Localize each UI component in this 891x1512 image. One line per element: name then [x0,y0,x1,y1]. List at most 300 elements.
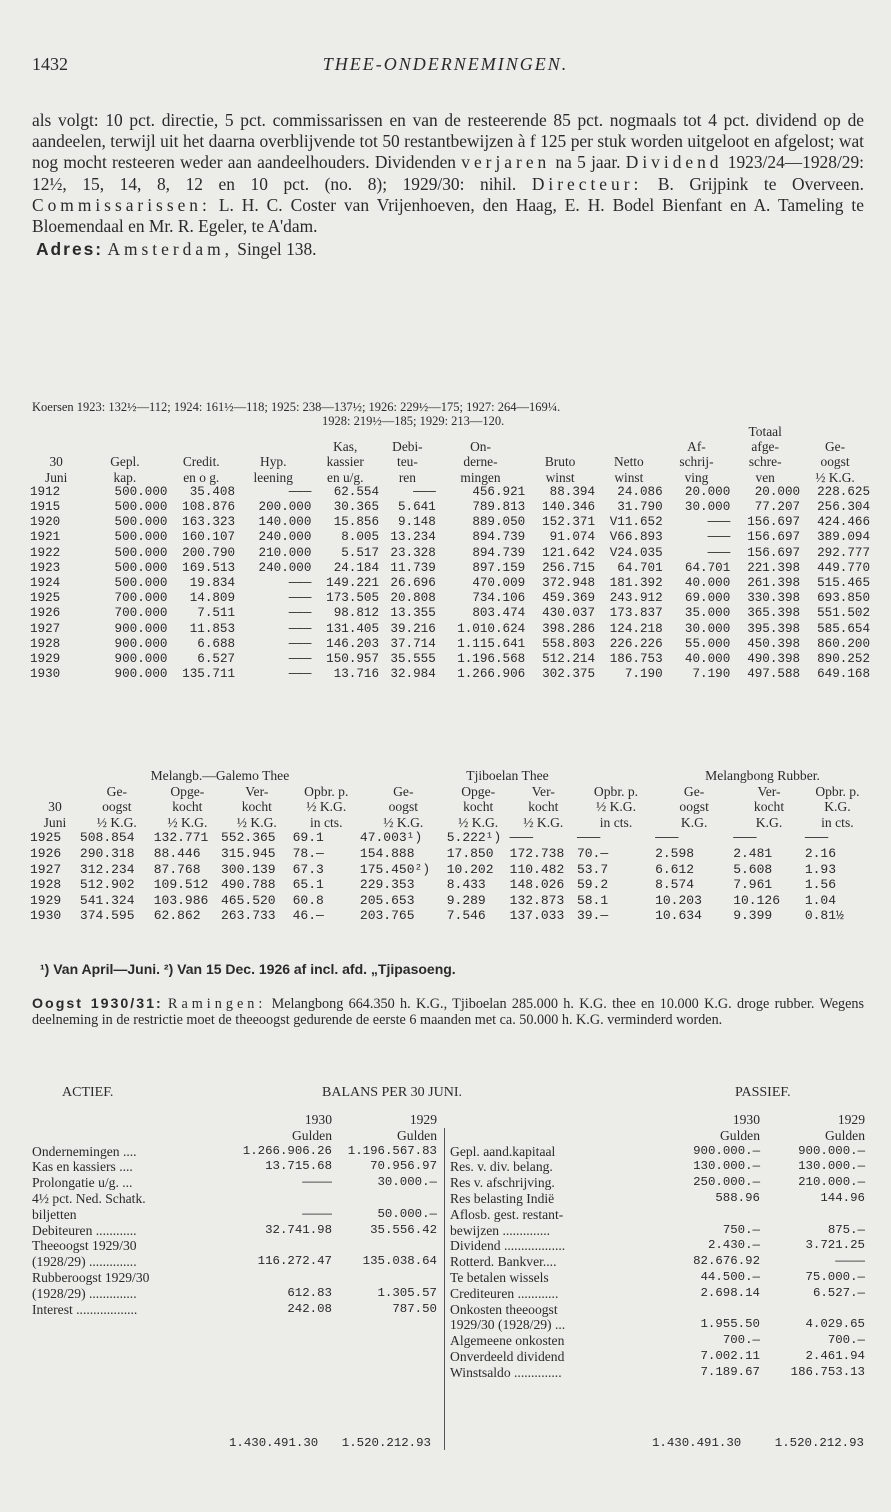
balance-amount: 700.— [827,1333,865,1348]
th2-kocht-2: kocht [463,799,494,815]
balance-amount: 50.000.— [377,1206,437,1221]
table-cell: 23.328 [390,545,436,560]
table-cell: 365.398 [747,606,801,621]
table-cell: 860.200 [817,636,870,651]
th2-unit-g: ½ K.G. [523,814,564,830]
th-on: On- [470,439,491,455]
balance-passief-table [450,1112,865,1381]
table-cell: 30.365 [333,500,380,515]
th-bruto: Bruto [544,454,576,470]
th-winst-netto: winst [614,469,644,485]
balance-amount: 82.676.92 [693,1254,760,1269]
table-cell: 70.— [576,845,609,861]
th2-kg-2: ½ K.G. [595,799,637,815]
table-cell: 109.512 [153,877,209,893]
table-cell: ——— [288,621,312,636]
th2-unit-e: ½ K.G. [383,814,424,830]
table-cell: 210.000 [258,545,312,560]
passief-year-1930: 1930 [732,1112,760,1127]
th2-unit-a: ½ K.G. [96,814,137,830]
year-cell: 1922 [30,545,61,560]
balance-amount: 4.029.65 [805,1317,865,1332]
table-cell: 2.481 [733,845,773,861]
balance-row [450,1333,865,1349]
table-row [30,576,870,591]
balance-item-label: biljetten [32,1206,77,1222]
balance-amount [227,1238,332,1254]
table-cell: 10.202 [446,861,494,877]
balance-amount: 32.741.98 [265,1222,332,1237]
table-cell: 156.697 [747,530,801,545]
table-cell: 894.739 [472,545,526,560]
table-cell: 900.000 [114,667,168,682]
footnotes: ¹) Van April—Juni. ²) Van 15 Dec. 1926 af incl. afd. „Tjipasoeng. [40,961,456,977]
balance-amount: 1.266.906.26 [242,1143,332,1158]
balance-amount [655,1302,760,1318]
adres-city: Amsterdam, [107,239,233,260]
table-cell: 150.957 [326,652,380,667]
table-cell: 7.511 [197,606,236,621]
table-cell: 1.93 [804,861,837,877]
balance-row [32,1175,437,1191]
table-cell: 156.697 [747,545,801,560]
actief-label: ACTIEF. [62,1085,114,1100]
table-cell: 9.148 [397,515,436,530]
table-cell: 500.000 [114,515,168,530]
balance-row [32,1270,437,1286]
th2-kocht-3: kocht [753,799,785,815]
year-cell: 1925 [30,830,62,846]
table-cell: 64.701 [617,560,663,575]
th-derne: derne- [463,454,498,470]
balance-item-label: Res v. afschrijving. [450,1175,555,1191]
oogst-ramingen: Ramingen: [168,996,267,1012]
table-cell: 91.074 [549,530,596,545]
table-cell: 395.398 [747,621,801,636]
table-cell: 1.115.641 [457,636,526,651]
th-kassier: kassier [326,454,364,470]
table-row [30,893,870,909]
table-cell: 302.375 [542,667,596,682]
year-cell: 1925 [30,591,61,606]
table-cell: 13.355 [390,606,436,621]
th-afge: afge- [751,439,779,455]
table-cell: 15.856 [333,515,380,530]
balance-amount [760,1302,865,1318]
actief-total-1930: 1.430.491.30 [229,1436,319,1450]
th-schrij: schrij- [679,454,714,470]
year-cell: 1915 [30,500,61,515]
balance-amount: ———— [302,1206,332,1221]
balance-amount: 612.83 [287,1285,332,1300]
table-row [30,667,870,682]
balance-row [32,1144,437,1160]
table-cell: 430.037 [542,606,596,621]
balance-row [450,1254,865,1270]
th-winst-bruto: winst [545,469,575,485]
year-cell: 1923 [30,560,61,575]
table-cell: 693.850 [817,591,870,606]
th2-opge-1: Opge- [170,783,205,799]
year-cell: 1912 [30,484,61,499]
th-kas: Kas, [333,439,358,455]
table-cell: 131.405 [326,621,380,636]
balance-amount: 13.715.68 [265,1159,332,1174]
table-cell: 1.196.568 [457,652,526,667]
table-cell: 149.221 [326,576,380,591]
balance-item-label: Dividend .................. [450,1238,566,1254]
th2-unit-b: ½ K.G. [167,814,208,830]
year-cell: 1929 [30,892,62,908]
balance-item-label: Interest .................. [32,1301,138,1317]
table-cell: ——— [707,530,731,545]
table-cell: 290.318 [79,845,135,861]
table-cell: 700.000 [114,591,168,606]
table-cell: ——— [707,545,731,560]
th2-unit-c: ½ K.G. [236,814,277,830]
th2-juni: Juni [43,814,67,830]
table-cell: 124.218 [609,621,663,636]
table-cell: 20.000 [684,484,731,499]
table-cell: 39.— [576,908,609,924]
balance-row [450,1302,865,1318]
th2-opbr-3: Opbr. p. [815,783,860,799]
table-cell: 78.— [292,845,324,861]
table-cell: 240.000 [258,560,312,575]
table-cell: 154.888 [359,845,415,861]
table-cell: 88.394 [549,484,596,499]
balance-row [450,1270,865,1286]
table-cell: 229.353 [359,877,415,893]
table-cell: 459.369 [542,591,596,606]
table-cell: 500.000 [114,530,168,545]
table-cell: 894.739 [472,530,526,545]
th-ving: ving [684,469,709,485]
th-totaal: Totaal [748,424,782,439]
table-cell: ——— [413,484,436,499]
table-cell: 900.000 [114,652,168,667]
table-cell: 9.399 [733,908,773,924]
table-cell: 140.346 [542,500,596,515]
table-cell: 900.000 [114,636,168,651]
year-cell: 1928 [30,877,62,893]
table-row [30,485,870,500]
oogst-paragraph [32,996,864,1028]
actief-year-1930: 1930 [304,1112,332,1127]
table-cell: 46.— [292,908,324,924]
table-cell: 1.56 [804,877,837,893]
intro-commissarissen-label: Commissarissen: [32,194,211,215]
harvest-table [30,768,870,924]
balance-amount: 2.698.14 [700,1285,760,1300]
th-tjiboelan: Tjiboelan Thee [466,768,549,783]
table-cell: 11.853 [189,621,236,636]
table-cell: 9.289 [446,892,486,908]
table-cell: 77.207 [754,500,801,515]
balance-row [450,1365,865,1381]
table-cell: 515.465 [817,576,870,591]
table-cell: 132.873 [509,892,565,908]
table-cell: 5.608 [733,861,773,877]
balance-amount: 7.002.11 [700,1348,760,1363]
th-ven: ven [755,469,775,485]
th2-ver-3: Ver- [757,783,781,799]
year-cell: 1928 [30,636,61,651]
th2-ge-3: Ge- [683,783,705,799]
th-ren: ren [398,469,416,485]
table-cell: 30.000 [684,500,731,515]
balance-amount: 144.96 [820,1190,865,1205]
table-cell: 500.000 [114,500,168,515]
passief-total-1930: 1.430.491.30 [652,1436,742,1450]
balance-amount: 1.196.567.83 [347,1143,437,1158]
table-row [30,877,870,893]
balance-row [32,1159,437,1175]
table-cell: 240.000 [258,530,312,545]
table-cell: 1.266.906 [457,667,526,682]
table-cell: 500.000 [114,560,168,575]
th-kap: kap. [113,469,137,485]
balance-amount: 1.305.57 [377,1285,437,1300]
table-cell: 585.654 [817,621,870,636]
table-cell: 59.2 [576,877,609,893]
table-cell: 789.813 [472,500,526,515]
table-cell: 512.902 [79,877,135,893]
th2-opbr-2: Opbr. p. [593,783,639,799]
table-cell: 312.234 [79,861,135,877]
table-cell: 58.1 [576,892,609,908]
year-cell: 1927 [30,621,61,636]
balance-amount [227,1270,332,1286]
balance-item-label: Res belasting Indië [450,1190,555,1206]
table-row [30,561,870,576]
balance-row [32,1191,437,1207]
table-row [30,652,870,667]
table-cell: 64.701 [684,560,731,575]
table-cell: 60.8 [292,892,324,908]
table-cell: 98.812 [333,606,380,621]
table-cell: 734.106 [472,591,526,606]
th-debi: Debi- [392,439,423,455]
table-cell: 700.000 [114,606,168,621]
balance-amount: 35.556.42 [370,1222,437,1237]
balance-amount: 130.000.— [693,1159,760,1174]
table-cell: 330.398 [747,591,801,606]
table-cell: 37.714 [390,636,436,651]
th-credit: Credit. [182,454,220,470]
table-cell: 558.803 [542,636,596,651]
actief-unit-1929: Gulden [396,1127,437,1143]
balance-row [450,1207,865,1223]
table-row [30,546,870,561]
table-row [30,846,870,862]
th2-unit-d: in cts. [310,814,343,830]
table-row [30,622,870,637]
table-cell: 14.809 [189,591,236,606]
table-cell: 62.554 [333,484,380,499]
table-cell: 200.790 [182,545,236,560]
th2-ge-2: Ge- [393,783,414,799]
th2-kocht-1: kocht [172,799,203,815]
th2-kg-1: ½ K.G. [306,799,347,815]
balance-amount: 242.08 [287,1301,332,1316]
balance-row [32,1207,437,1223]
balance-row [450,1349,865,1365]
balance-item-label: Debiteuren ............ [32,1222,137,1238]
year-cell: 1929 [30,652,61,667]
table-cell: 173.505 [326,591,380,606]
table-cell: ——— [707,515,731,530]
table-cell: 315.945 [221,845,276,861]
balance-row [32,1302,437,1318]
table-cell: 11.739 [390,560,436,575]
balance-amount: 130.000.— [798,1159,865,1174]
table-cell: 551.502 [817,606,870,621]
table-cell: 69.000 [684,591,731,606]
balance-divider [444,1128,445,1450]
th2-kocht-2b: kocht [528,799,559,815]
table-cell: 7.961 [733,877,773,893]
th2-unit-j: K.G. [755,814,783,830]
balance-amount: 186.753.13 [790,1364,865,1379]
table-cell: 226.226 [609,636,663,651]
th2-ver-2: Ver- [531,783,555,799]
table-cell: 7.546 [446,908,486,924]
balance-item-label: Ondernemingen .... [32,1143,137,1159]
table-row [30,830,870,846]
balance-row [450,1144,865,1160]
table-cell: 135.711 [182,667,236,682]
balance-actief-table [32,1112,437,1317]
table-cell: 62.862 [153,908,201,924]
intro-directeur-label: Directeur: [531,173,643,194]
table-cell: 490.398 [747,652,801,667]
table-cell: 450.398 [747,636,801,651]
table-cell: 890.252 [817,652,870,667]
table-cell: 889.050 [472,515,526,530]
table-cell: 40.000 [684,576,731,591]
table-cell: 541.324 [79,892,135,908]
balance-item-label: (1928/29) .............. [32,1254,137,1270]
table-cell: 19.834 [189,576,236,591]
actief-total-1929: 1.520.212.93 [341,1436,431,1450]
table-cell: 13.234 [390,530,436,545]
table-cell: 424.466 [817,515,870,530]
table-cell: 449.770 [817,560,870,575]
balance-amount: 588.96 [715,1190,760,1205]
table-cell: 39.216 [390,621,436,636]
passief-unit-1929: Gulden [824,1127,865,1143]
balance-row [32,1286,437,1302]
table-cell: 2.16 [804,845,837,861]
balance-amount: 135.038.64 [362,1254,437,1269]
table-cell: 1.010.624 [457,621,526,636]
balance-item-label: Theeoogst 1929/30 [32,1238,137,1254]
table-cell: 6.688 [197,636,236,651]
balance-item-label: Algemeene onkosten [450,1333,565,1349]
adres-street: Singel 138. [237,239,317,260]
balance-amount: 900.000.— [693,1143,760,1158]
table-cell: ——— [576,830,601,846]
table-cell: 803.474 [472,606,526,621]
balance-amount: ———— [835,1254,865,1269]
adres-label: Adres: [36,239,104,260]
balance-item-label: 1929/30 (1928/29) ... [450,1317,566,1333]
table-cell: 508.854 [79,830,135,846]
th-gepl: Gepl. [110,454,140,470]
balance-amount: 30.000.— [377,1175,437,1190]
balance-row [450,1238,865,1254]
table-row [30,862,870,878]
table-cell: 8.433 [446,877,486,893]
balance-item-label: bewijzen .............. [450,1222,551,1238]
intro-text-3: 1923/24—1928/29: 12½, 15, 14, 8, 12 en 10 pct. (no. 8); 1929/30: nihil. [32,152,864,194]
table-cell: 374.595 [79,908,135,924]
balance-row [32,1238,437,1254]
balance-item-label: Res. v. div. belang. [450,1159,553,1175]
table-cell: 110.482 [509,861,565,877]
table-cell: 88.446 [153,845,201,861]
balance-row [450,1191,865,1207]
table-cell: 5.517 [341,545,380,560]
table-cell: 8.574 [655,877,695,893]
balance-amount: 1.955.50 [700,1317,760,1332]
th-enog: en o g. [183,469,220,485]
passief-year-1929: 1929 [837,1112,865,1127]
balance-amount [332,1238,437,1254]
table-cell: ——— [288,667,312,682]
balance-item-label: Prolongatie u/g. ... [32,1175,133,1191]
intro-paragraph [32,110,864,260]
th2-unit-i: K.G. [680,814,708,830]
balance-amount: 700.— [722,1333,760,1348]
balance-amount [227,1191,332,1207]
table-cell: 55.000 [684,636,731,651]
table-cell: 200.000 [258,500,312,515]
th2-opbr-1: Opbr. p. [304,783,349,799]
table-cell: 221.398 [747,560,801,575]
balance-amount: 44.500.— [700,1269,760,1284]
table-cell: 261.398 [747,576,801,591]
table-cell: ——— [288,652,312,667]
table-cell: 398.286 [542,621,596,636]
th-netto: Netto [613,454,644,470]
table-cell: 103.986 [153,892,209,908]
th-melangb-galemo: Melangb.—Galemo Thee [150,768,290,783]
balance-item-label: (1928/29) .............. [32,1285,137,1301]
table-cell: 148.026 [509,877,565,893]
table-cell: 2.598 [655,845,695,861]
balance-amount [332,1191,437,1207]
table-cell: 121.642 [542,545,596,560]
th-mingen: mingen [460,469,501,485]
th2-kocht-1b: kocht [241,799,272,815]
financial-history-body [30,485,870,683]
table-cell: 132.771 [153,830,209,846]
table-cell: 372.948 [542,576,596,591]
table-cell: 108.876 [182,500,236,515]
balance-item-label: Rotterd. Bankver.... [450,1254,557,1270]
year-cell: 1924 [30,576,61,591]
table-cell: 24.086 [617,484,663,499]
table-cell: 490.788 [221,877,276,893]
table-cell: 292.777 [817,545,870,560]
th2-oogst-3: oogst [679,799,709,815]
passief-total-1929: 1.520.212.93 [774,1436,864,1450]
th-melangbong-rubber: Melangbong Rubber. [705,768,820,783]
table-cell: ——— [288,591,312,606]
table-cell: 65.1 [292,877,324,893]
